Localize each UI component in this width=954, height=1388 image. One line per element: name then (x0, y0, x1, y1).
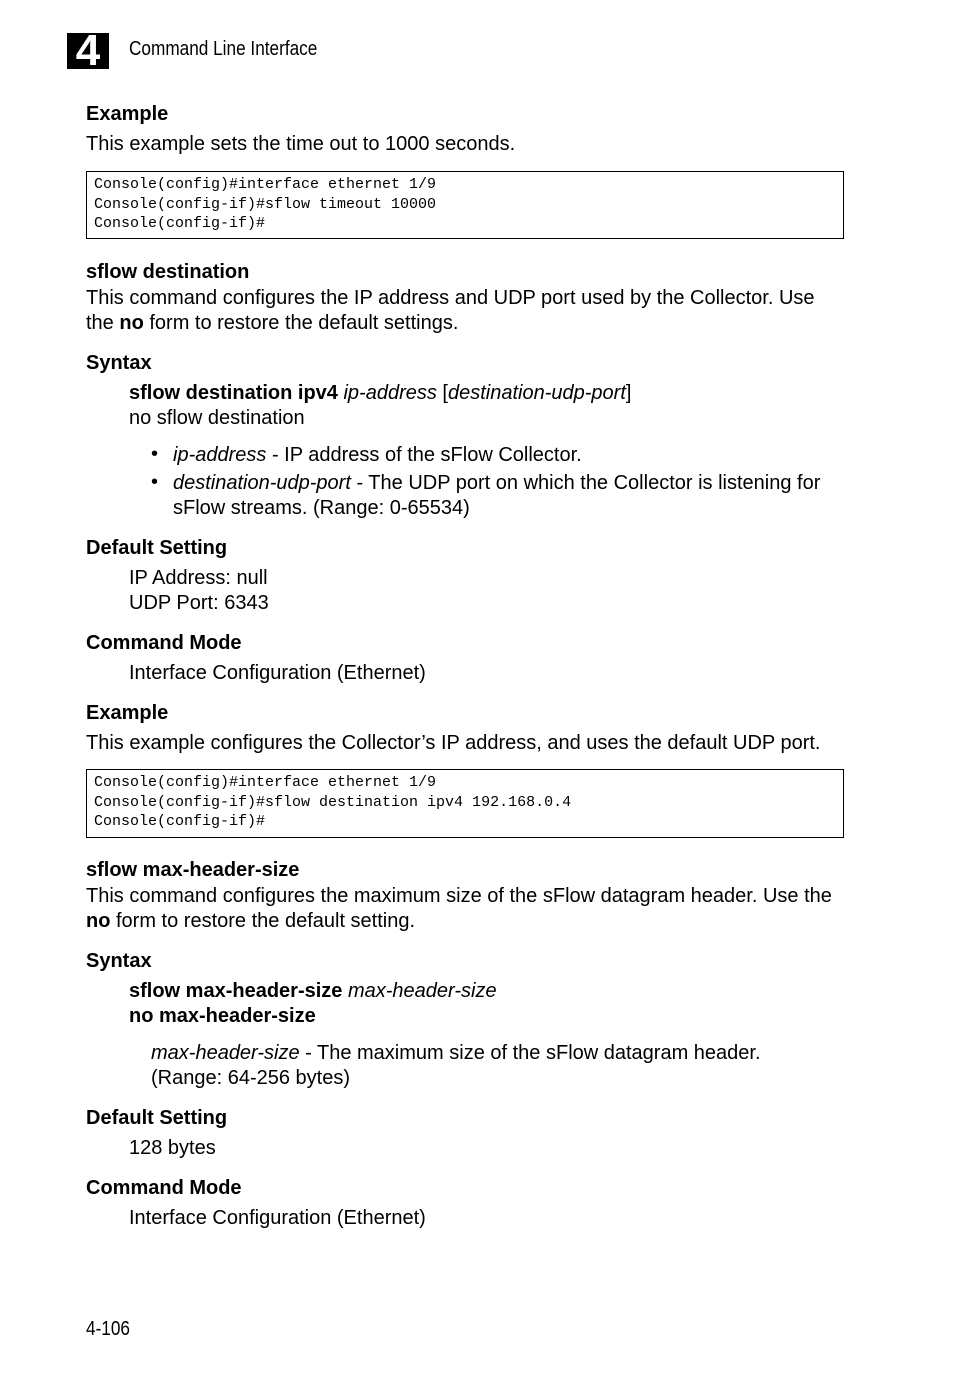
syntax-heading: Syntax (86, 950, 152, 972)
parameter-item: ip-address - IP address of the sFlow Collector. (173, 444, 582, 466)
example-heading: Example (86, 702, 169, 724)
syntax-line: sflow max-header-size max-header-size (129, 980, 497, 1002)
command-title: sflow destination (86, 261, 250, 283)
code-block (86, 769, 844, 838)
parameter-item: destination-udp-port - The UDP port on which the Collector is listening for (173, 472, 821, 494)
page-number: 4-106 (86, 1318, 130, 1340)
code-line: Console(config-if)#sflow destination ipv4 192.168.0.4 (94, 793, 572, 811)
parameter-item: max-header-size - The maximum size of the sFlow datagram header. (151, 1042, 761, 1064)
parameter-item-continued: (Range: 64-256 bytes) (151, 1067, 351, 1089)
example-text: This example configures the Collector’s IP address, and uses the default UDP port. (86, 732, 821, 754)
code-line: Console(config)#interface ethernet 1/9 (94, 176, 437, 193)
header-title: Command Line Interface (129, 38, 318, 60)
command-description-line2: the no form to restore the default settings. (86, 312, 459, 334)
parameter-item-continued: sFlow streams. (Range: 0-65534) (173, 497, 470, 519)
syntax-line: sflow destination ipv4 ip-address [destination-udp-port] (129, 382, 632, 404)
command-description: This command configures the maximum size of the sFlow datagram header. Use the (86, 885, 832, 907)
syntax-line-no: no sflow destination (129, 407, 305, 429)
default-value: UDP Port: 6343 (129, 592, 269, 614)
example-text: This example sets the time out to 1000 seconds. (86, 133, 516, 155)
bullet-marker: • (151, 443, 159, 465)
command-mode-value: Interface Configuration (Ethernet) (129, 662, 426, 684)
code-block (86, 171, 844, 239)
default-value: IP Address: null (129, 567, 268, 589)
command-description-line2: no form to restore the default setting. (86, 910, 416, 932)
command-mode-value: Interface Configuration (Ethernet) (129, 1207, 426, 1229)
default-setting-heading: Default Setting (86, 1107, 228, 1129)
bullet-marker: • (151, 471, 159, 493)
command-description: This command configures the IP address and UDP port used by the Collector. Use (86, 287, 815, 309)
command-mode-heading: Command Mode (86, 632, 242, 654)
syntax-heading: Syntax (86, 352, 152, 374)
default-value: 128 bytes (129, 1137, 216, 1159)
command-title: sflow max-header-size (86, 859, 300, 881)
default-setting-heading: Default Setting (86, 537, 228, 559)
example-heading: Example (86, 103, 169, 125)
code-line: Console(config-if)# (94, 215, 266, 232)
code-line: Console(config-if)#sflow timeout 10000 (94, 195, 437, 213)
code-line: Console(config)#interface ethernet 1/9 (94, 774, 437, 791)
code-line: Console(config-if)# (94, 813, 266, 830)
command-mode-heading: Command Mode (86, 1177, 242, 1199)
syntax-line-no: no max-header-size (129, 1005, 316, 1027)
chapter-number-badge: 4 (67, 33, 109, 69)
